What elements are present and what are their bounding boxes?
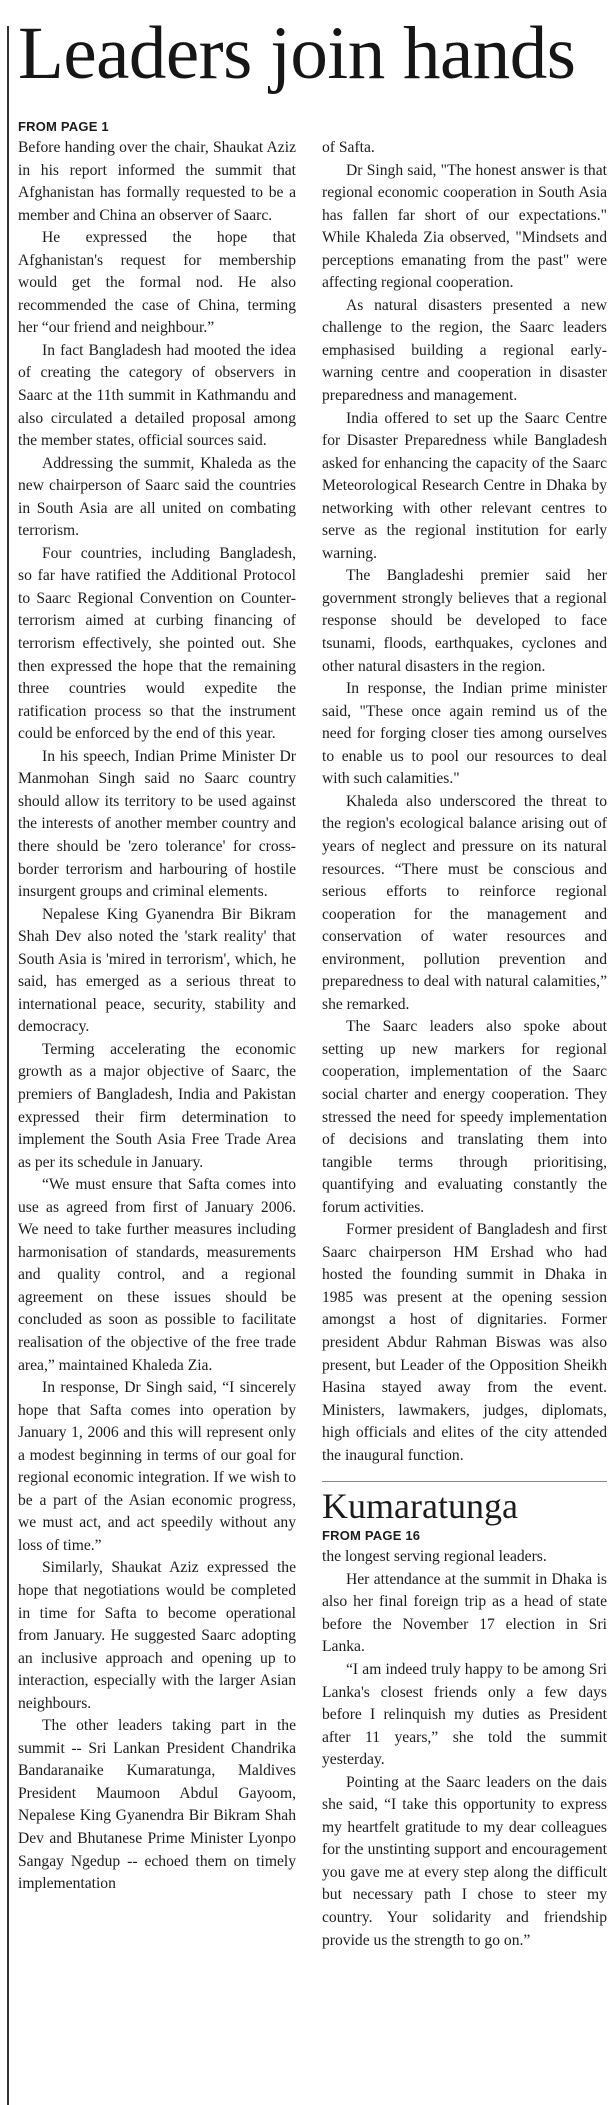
paragraph: Before handing over the chair, Shaukat Aziz in his report informed the summit that Afghanistan has formally requested to be a member and China an observer of Saarc. <box>18 139 296 224</box>
continued-from-kicker: FROM PAGE 16 <box>322 1528 421 1544</box>
column-rule <box>7 26 9 2105</box>
paragraph: The Bangladeshi premier said her government strongly believes that a regional response should be developed to face tsunami, floods, earthquakes, cyclones and other natural disasters in the region. <box>322 567 607 675</box>
paragraph: Khaleda also underscored the threat to the region's ecological balance arising out of years of neglect and pressure on its natural resources. “There must be conscious and serious efforts to reinforce regional cooperation for the management and conservation of water resources and environment, pollution prevention and preparedness to deal with natural calamities,” she remarked. <box>322 792 607 1013</box>
paragraph: Pointing at the Saarc leaders on the dais she said, “I take this opportunity to express my heartfelt gratitude to my dear colleagues for the unstinting support and encouragement you gave me at every step along the difficult but necessary path I chose to steer my country. Your solidarity and friendship provide us the strength to go on.” <box>322 1773 607 1949</box>
paragraph: Former president of Bangladesh and first Saarc chairperson HM Ershad who had hosted the founding summit in Dhaka in 1985 was present at the opening session amongst a host of dignitaries. Former president Abdur Rahman Biswas was also present, but Leader of the Opposition Sheikh Hasina stayed away from the event. Ministers, lawmakers, judges, diplomats, high officials and elites of the city attended the inaugural function. <box>322 1221 607 1464</box>
paragraph: In response, the Indian prime minister said, "These once again remind us of the need for forging closer ties among ourselves to enable us to pool our resources to deal with such calamities." <box>322 680 607 788</box>
paragraph: The Saarc leaders also spoke about setting up new markers for regional cooperation, implementation of the Saarc social charter and energy cooperation. They stressed the need for speedy implementation of decisions and translating them into tangible terms through prioritising, quantifying and evaluating constantly the forum activities. <box>322 1018 607 1216</box>
paragraph: Four countries, including Bangladesh, so far have ratified the Additional Protocol to Saarc Regional Convention on Counter-terrorism aimed at curbing financing of terrorism effectively, she pointed out. She then expressed the hope that the remaining three countries would expedite the ratification process so that the instrument could be enforced by the end of this year. <box>18 544 296 743</box>
paragraph: Similarly, Shaukat Aziz expressed the hope that negotiations would be completed in time for Safta to become operational from January. He suggested Saarc adopting an inclusive approach and opening up to interaction, especially with the larger Asian neighbours. <box>18 1559 296 1712</box>
paragraph: “We must ensure that Safta comes into use as agreed from first of January 2006. We need to take further measures including harmonisation of standards, measurements and quality control, and a regional agreement on these issues should be concluded as soon as possible to facilitate realisation of the objective of the free trade area,” maintained Khaleda Zia. <box>18 1176 296 1374</box>
second-story-headline: Kumaratunga <box>322 1481 607 1526</box>
headline: Leaders join hands <box>18 12 576 95</box>
paragraph: He expressed the hope that Afghanistan's request for membership would get the formal nod. He also recommended the case of China, terming her “our friend and neighbour.” <box>18 229 296 337</box>
paragraph: Nepalese King Gyanendra Bir Bikram Shah Dev also noted the 'stark reality' that South Asia is 'mired in terrorism', which, he said, has emerged as a serious threat to international peace, security, stability and democracy. <box>18 905 296 1036</box>
paragraph: The other leaders taking part in the summit -- Sri Lankan President Chandrika Bandaranaike Kumaratunga, Maldives President Maumoon Abdul Gayoom, Nepalese King Gyanendra Bir Bikram Shah Dev and Bhutanese Prime Minister Lyonpo Sangay Ngedup -- echoed them on timely implementation <box>18 1717 296 1893</box>
paragraph: In response, Dr Singh said, “I sincerely hope that Safta comes into operation by January 1, 2006 and this will represent only a modest beginning in terms of our goal for regional economic integration. If we wish to be a part of the Asian economic progress, we must act, and act speedily without any loss of time.” <box>18 1379 296 1554</box>
second-story <box>322 1481 607 1952</box>
paragraph: “I am indeed truly happy to be among Sri Lanka's closest friends only a few days before I relinquish my duties as President after 11 years,” she told the summit yesterday. <box>322 1661 607 1769</box>
paragraph: Terming accelerating the economic growth as a major objective of Saarc, the premiers of Bangladesh, India and Pakistan expressed their firm determination to implement the South Asia Free Trade Area as per its schedule in January. <box>18 1040 296 1171</box>
right-column <box>322 117 607 1952</box>
left-column <box>18 117 296 1896</box>
paragraph: Dr Singh said, "The honest answer is that regional economic cooperation in South Asia has fallen far short of our expectations." While Khaleda Zia observed, "Mindsets and perceptions emanating from the past" were affecting regional cooperation. <box>322 161 607 292</box>
paragraph: As natural disasters presented a new challenge to the region, the Saarc leaders emphasised building a regional early-warning centre and cooperation in disaster preparedness and management. <box>322 296 607 405</box>
continued-from-kicker: FROM PAGE 1 <box>18 119 109 134</box>
paragraph: of Safta. <box>322 139 375 156</box>
paragraph: India offered to set up the Saarc Centre for Disaster Preparedness while Bangladesh asked for enhancing the capacity of the Saarc Meteorological Research Centre in Dhaka by networking with other relevant centres to serve as the regional institution for early warning. <box>322 409 607 562</box>
paragraph: Addressing the summit, Khaleda as the new chairperson of Saarc said the countries in South Asia are all united on combating terrorism. <box>18 454 296 540</box>
paragraph: the longest serving regional leaders. <box>322 1548 547 1566</box>
paragraph: Her attendance at the summit in Dhaka is also her final foreign trip as a head of state before the November 17 election in Sri Lanka. <box>322 1570 607 1656</box>
paragraph: In his speech, Indian Prime Minister Dr Manmohan Singh said no Saarc country should allow its territory to be used against the interests of another member country and there should be 'zero tolerance' for cross-border terrorism and harbouring of hostile insurgent groups and criminal elements. <box>18 747 296 901</box>
paragraph: In fact Bangladesh had mooted the idea of creating the category of observers in Saarc at the 11th summit in Kathmandu and also circulated a detailed proposal among the member states, official sources said. <box>18 341 296 450</box>
